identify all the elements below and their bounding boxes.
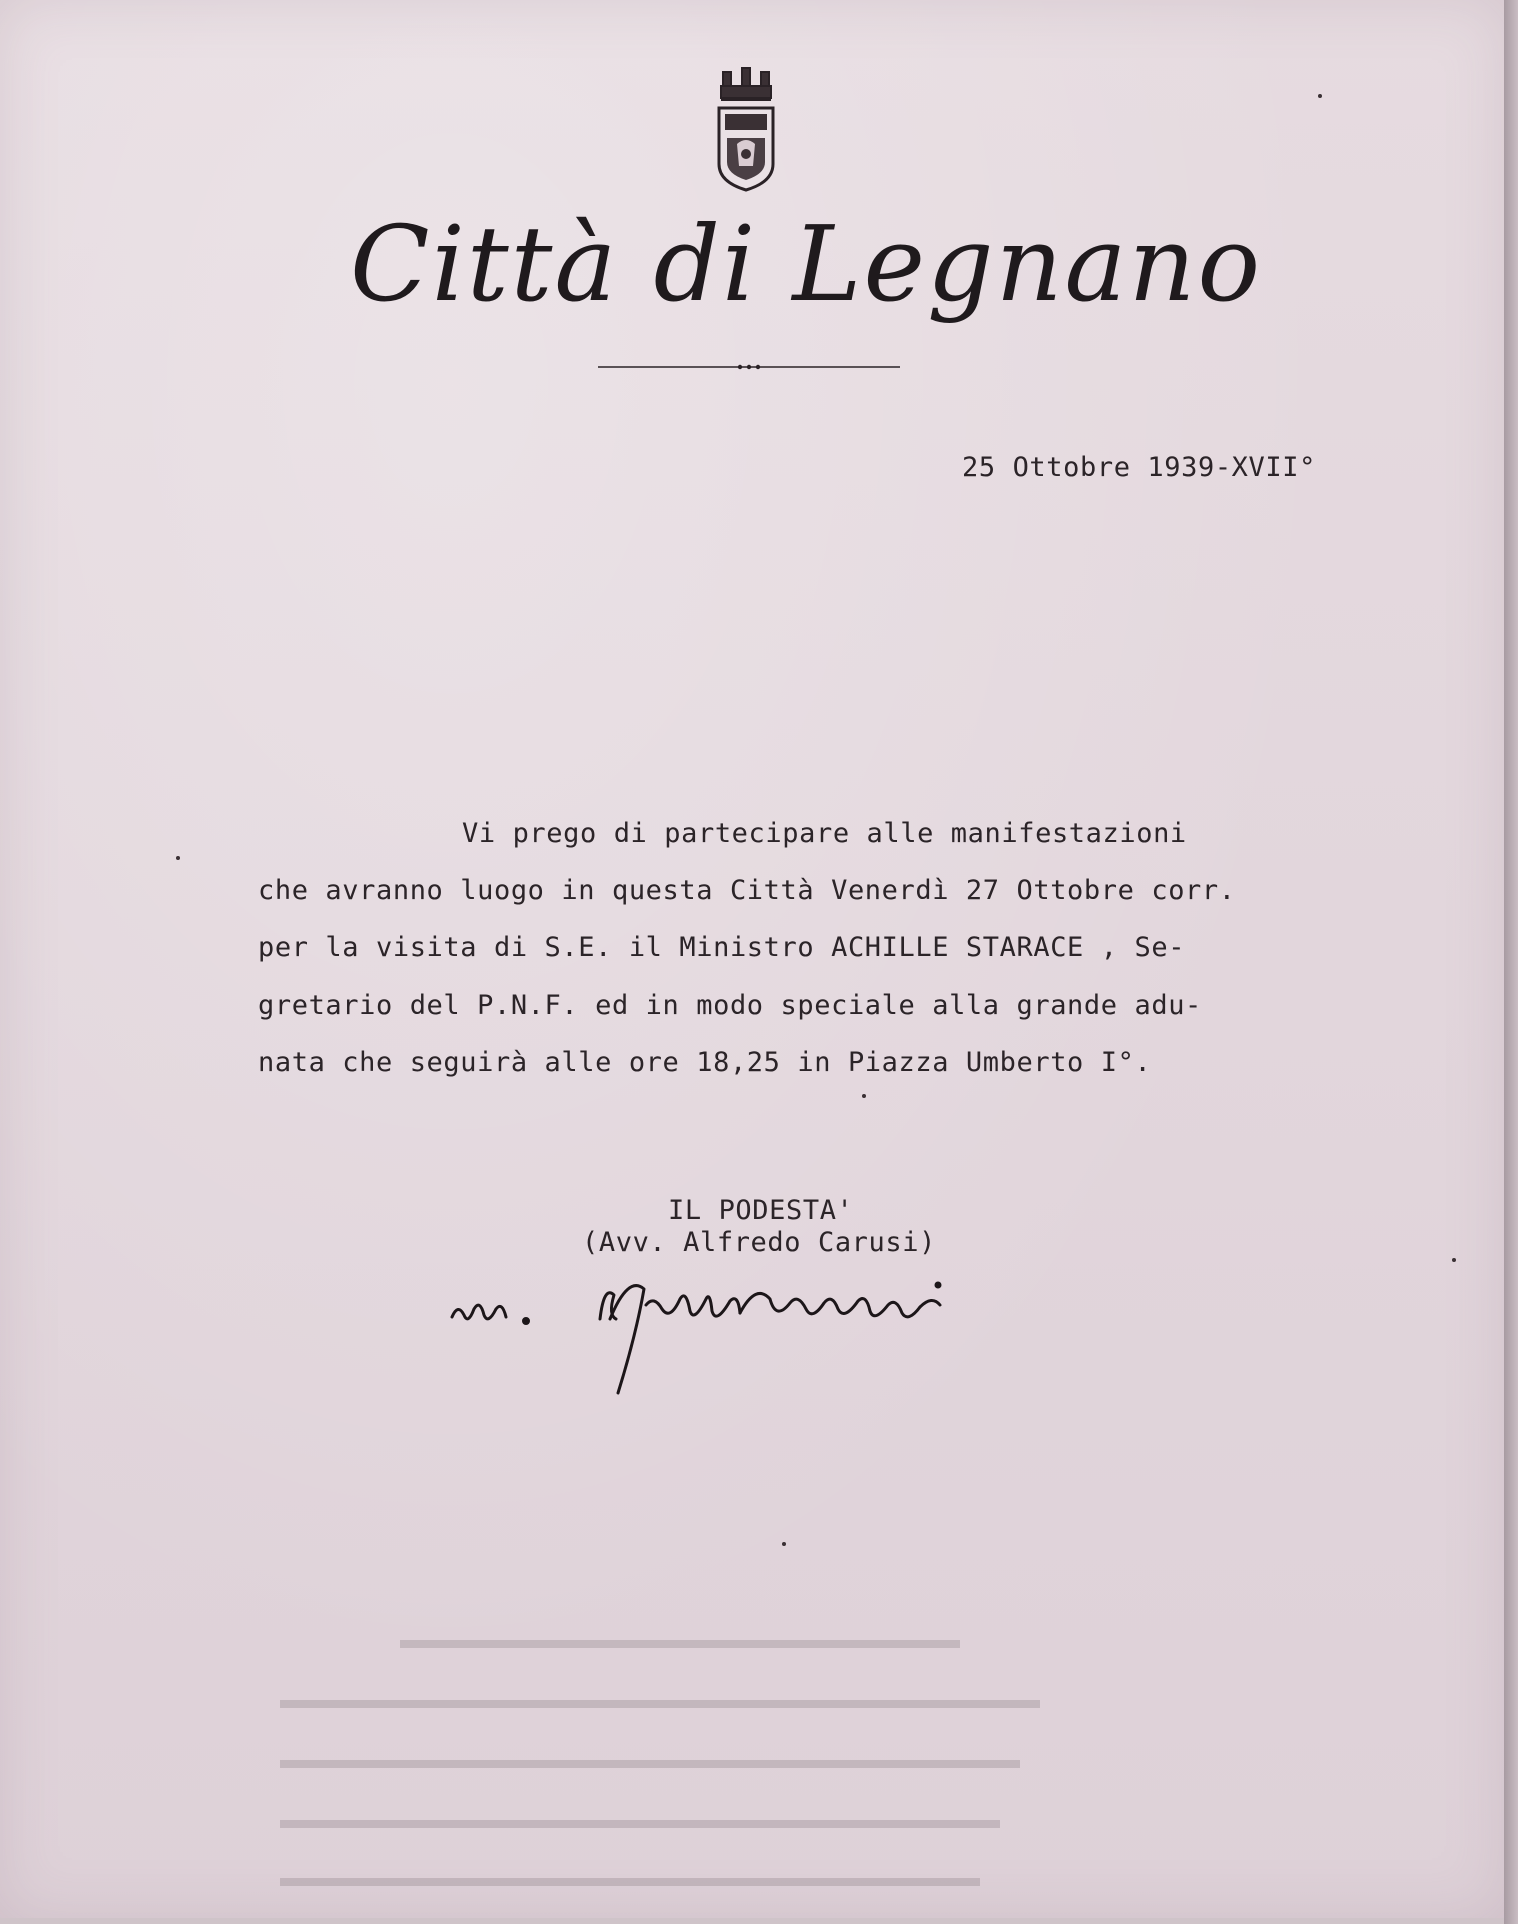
paper-speck bbox=[1318, 94, 1322, 98]
letter-date: 25 Ottobre 1939-XVII° bbox=[962, 452, 1316, 483]
signatory-title: IL PODESTA' bbox=[668, 1195, 854, 1226]
bleed-through-shadow bbox=[280, 1620, 1280, 1900]
signatory-name: (Avv. Alfredo Carusi) bbox=[582, 1227, 936, 1258]
paper-speck bbox=[782, 1542, 786, 1546]
letterhead-text: Città di Legnano bbox=[350, 203, 1263, 325]
body-line: che avranno luogo in questa Città Venerdì 27 Ottobre corr. bbox=[258, 875, 1236, 906]
letterhead-divider bbox=[598, 364, 900, 370]
paper-speck bbox=[862, 1094, 866, 1098]
coat-of-arms-icon bbox=[713, 68, 779, 192]
body-line: Vi prego di partecipare alle manifestazioni bbox=[462, 818, 1187, 849]
handwritten-signature bbox=[440, 1275, 1040, 1395]
body-line: per la visita di S.E. il Ministro ACHILLE STARACE , Se- bbox=[258, 932, 1186, 963]
paper-speck bbox=[176, 856, 180, 860]
paper-speck bbox=[1452, 1258, 1456, 1262]
paper-edge bbox=[1504, 0, 1518, 1924]
body-line: nata che seguirà alle ore 18,25 in Piazza Umberto I°. bbox=[258, 1047, 1152, 1078]
body-line: gretario del P.N.F. ed in modo speciale alla grande adu- bbox=[258, 990, 1202, 1021]
letterhead-logo bbox=[340, 203, 1263, 345]
